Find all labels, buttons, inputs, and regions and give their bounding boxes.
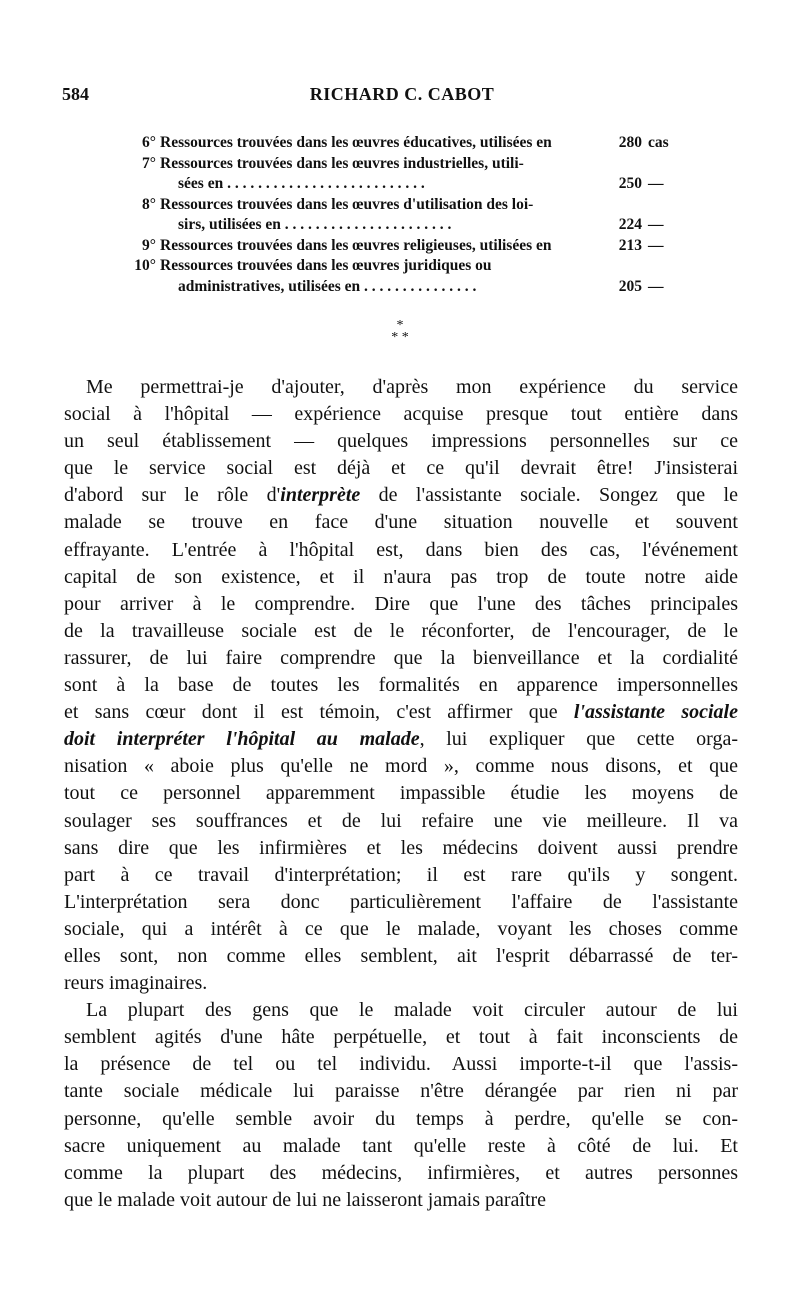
list-item-number: 10° bbox=[134, 257, 156, 274]
list-item-count: 213 bbox=[618, 236, 642, 254]
list-item-line: Ressources trouvées dans les œuvres industrielles, utili- bbox=[160, 154, 524, 172]
list-item-line: Ressources trouvées dans les œuvres juridiques ou bbox=[160, 257, 492, 274]
text-line: nisation « aboie plus qu'elle ne mord », comme nous disons, et que bbox=[64, 755, 738, 778]
text-line: La plupart des gens que le malade voit circuler autour de lui bbox=[86, 999, 738, 1022]
list-item-line: Ressources trouvées dans les œuvres religieuses, utilisées en bbox=[160, 236, 552, 254]
text-line: effrayante. L'entrée à l'hôpital est, dans bien des cas, l'événement bbox=[64, 538, 738, 561]
text-line: un seul établissement — quelques impressions personnelles sur ce bbox=[64, 430, 738, 453]
text-line: et sans cœur dont il est témoin, c'est affirmer que l'assistante sociale bbox=[64, 701, 738, 724]
text-line: sociale, qui a intérêt à ce que le malade, voyant les choses comme bbox=[64, 917, 738, 940]
text-line: semblent agités d'une hâte perpétuelle, et tout à fait inconscients de bbox=[64, 1026, 738, 1049]
list-item-text bbox=[160, 236, 596, 257]
list-item bbox=[126, 236, 686, 257]
asterism-top: * bbox=[396, 318, 404, 333]
list-item-text bbox=[160, 133, 596, 154]
text-line: malade se trouve en face d'une situation nouvelle et souvent bbox=[64, 511, 738, 534]
text-line: part à ce travail d'interprétation; il est rare qu'ils y songent. bbox=[64, 863, 738, 886]
list-item-text bbox=[160, 256, 596, 297]
text-line: d'abord sur le rôle d'interprète de l'assistante sociale. Songez que le bbox=[64, 484, 738, 507]
text-line: comme la plupart des médecins, infirmières, et autres personnes bbox=[64, 1161, 738, 1184]
list-item bbox=[126, 154, 686, 195]
list-item bbox=[126, 256, 686, 297]
list-item-unit: — bbox=[648, 236, 664, 254]
list-item-value bbox=[606, 277, 686, 298]
list-item-text bbox=[160, 154, 596, 195]
text-line: social à l'hôpital — expérience acquise presque tout entière dans bbox=[64, 403, 738, 426]
list-item-line: administratives, utilisées en . . . . . . . . . . . . . . . bbox=[178, 277, 477, 295]
list-item bbox=[126, 195, 686, 236]
list-item-line: sées en . . . . . . . . . . . . . . . . . . . . . . . . . . bbox=[178, 175, 425, 192]
text-line: tout ce personnel apparemment impassible étudie les moyens de bbox=[64, 782, 738, 805]
running-head: RICHARD C. CABOT bbox=[309, 84, 495, 104]
list-item-count: 250 bbox=[618, 175, 642, 192]
text-line: doit interpréter l'hôpital au malade, lui expliquer que cette orga- bbox=[64, 728, 739, 751]
list-item-value bbox=[606, 174, 686, 195]
list-item-value bbox=[606, 215, 686, 236]
text-line: que le service social est déjà et ce qu'il devrait être! J'insisterai bbox=[64, 457, 738, 480]
text-line: L'interprétation sera donc particulièrement l'affaire de l'assistante bbox=[64, 890, 738, 913]
text-line: Me permettrai-je d'ajouter, d'après mon expérience du service bbox=[86, 376, 738, 398]
list-item-line: sirs, utilisées en . . . . . . . . . . . . . . . . . . . . . . bbox=[178, 216, 452, 233]
asterism-separator bbox=[360, 320, 440, 344]
text-line: la présence de tel ou tel individu. Aussi importe-t-il que l'assis- bbox=[64, 1053, 738, 1076]
list-item-line: Ressources trouvées dans les œuvres d'utilisation des loi- bbox=[160, 195, 534, 213]
text-line: capital de son existence, et il n'aura pas trop de toute notre aide bbox=[64, 565, 738, 588]
list-item-unit: — bbox=[648, 277, 664, 295]
resource-list bbox=[126, 133, 686, 297]
page-number: 584 bbox=[62, 84, 89, 104]
text-line: elles sont, non comme elles semblent, ait l'esprit débarrassé de ter- bbox=[64, 944, 738, 967]
list-item-text bbox=[160, 195, 596, 236]
body-text bbox=[64, 374, 738, 1214]
list-item-line: Ressources trouvées dans les œuvres éducatives, utilisées en bbox=[160, 134, 552, 151]
text-line: sans dire que les infirmières et les médecins doivent aussi prendre bbox=[64, 836, 738, 859]
list-item-number: 7° bbox=[142, 154, 156, 172]
list-item-number: 8° bbox=[142, 195, 156, 213]
text-line: personne, qu'elle semble avoir du temps à perdre, qu'elle se con- bbox=[64, 1107, 738, 1130]
text-line: sacre uniquement au malade tant qu'elle reste à côté de lui. Et bbox=[64, 1134, 738, 1157]
list-item-unit: — bbox=[648, 216, 664, 233]
text-line: de la travailleuse sociale est de le réconforter, de l'encourager, de le bbox=[64, 619, 738, 642]
list-item-number: 6° bbox=[142, 134, 156, 151]
list-item-unit: — bbox=[648, 175, 664, 192]
paragraph bbox=[64, 374, 738, 997]
text-line: reurs imaginaires. bbox=[64, 972, 208, 995]
page-header bbox=[62, 84, 742, 112]
list-item-count: 280 bbox=[618, 134, 642, 151]
text-line: que le malade voit autour de lui ne laisseront jamais paraître bbox=[64, 1188, 547, 1211]
text-line: sont à la base de toutes les formalités en apparence impersonnelles bbox=[64, 674, 738, 697]
list-item-unit: cas bbox=[648, 134, 669, 151]
paragraph bbox=[64, 997, 738, 1214]
list-item-count: 224 bbox=[618, 216, 642, 233]
asterism-bottom: * * bbox=[391, 330, 409, 345]
list-item-number: 9° bbox=[142, 236, 156, 254]
text-line: rassurer, de lui faire comprendre que la bienveillance et la cordialité bbox=[64, 646, 738, 669]
list-item-value bbox=[606, 133, 686, 154]
text-line: soulager ses souffrances et de lui refaire une vie meilleure. Il va bbox=[64, 809, 738, 832]
text-line: tante sociale médicale lui paraisse n'être dérangée par rien ni par bbox=[64, 1080, 738, 1103]
list-item bbox=[126, 133, 686, 154]
list-item-value bbox=[606, 236, 686, 257]
list-item-count: 205 bbox=[618, 277, 642, 295]
text-line: pour arriver à le comprendre. Dire que l'une des tâches principales bbox=[64, 592, 738, 615]
